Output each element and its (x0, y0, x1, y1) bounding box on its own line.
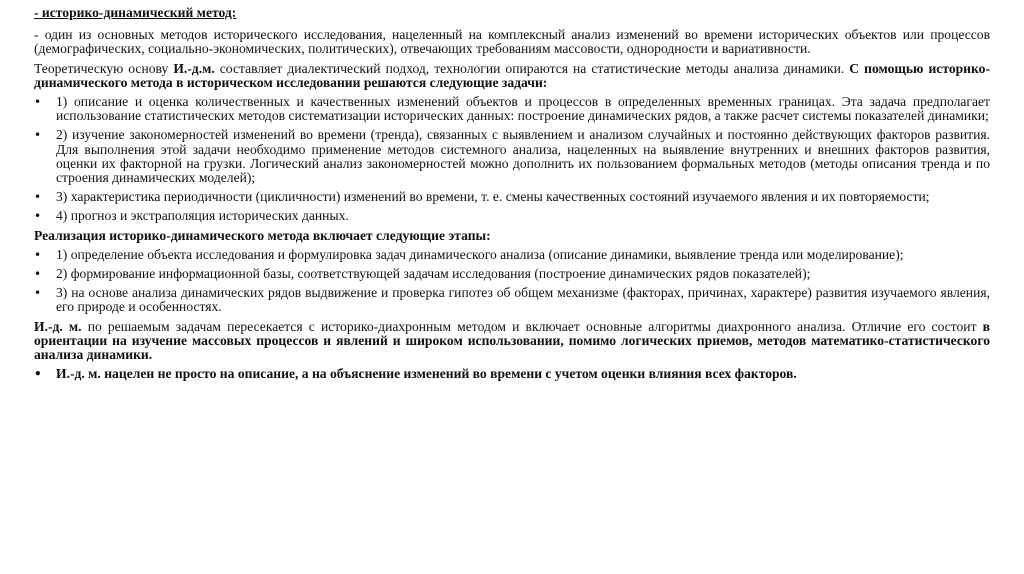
list-item (34, 95, 990, 123)
stage-text: 3) на основе анализа динамических рядов выдвижение и проверка гипотез об общем механизме (факторах, причинах, характере) развития изучаемого явления, его природе и особенностях. (56, 285, 990, 315)
bullet-icon: • (34, 247, 42, 262)
summary-paragraph (34, 320, 990, 363)
stage-text: 2) формирование информационной базы, соответствующей задачам исследования (построение динамических рядов показателей); (56, 266, 811, 282)
bullet-icon: • (34, 209, 42, 224)
list-item (34, 367, 990, 381)
theory-abbr: И.-д.м. (173, 60, 215, 76)
stages-heading: Реализация историко-динамического метода включает следующие этапы: (34, 227, 491, 243)
bullet-icon: • (34, 190, 42, 205)
intro-paragraph: - один из основных методов исторического исследования, нацеленный на комплексный анализ изменений во времени исторических объектов или процессов (демографических, социально-экономических, политических), отвечающих требованиям массовости, однородности и вариативности. (34, 27, 990, 57)
final-statement: И.-д. м. нацелен не просто на описание, а на объяснение изменений во времени с учетом оценки влияния всех факторов. (56, 366, 797, 382)
slide-content (34, 6, 990, 386)
stages-list (34, 248, 990, 315)
bullet-icon: • (34, 267, 42, 282)
task-text: 2) изучение закономерностей изменений во времени (тренда), связанных с выявлением и анализом случайных и постоянно действующих факторов развития. Для выполнения этой задачи необходимо применение методов системного анализа, нацеленных на выявление внутренних и внешних факторов развития, оценки их факторной на грузки. Логический анализ закономерностей можно дополнить их пользованием формальных методов (методы описания тренда и по строения динамических моделей); (56, 127, 990, 186)
page-title: - историко-динамический метод: (34, 5, 237, 20)
bullet-icon: • (34, 286, 42, 301)
task-text: 3) характеристика периодичности (цикличности) изменений во времени, т. е. смены качественных состояний изучаемого явления и их повторяемости; (56, 189, 930, 205)
list-item (34, 190, 990, 204)
summary-text: по решаемым задачам пересекается с историко-диахронным методом и включает основные алгоритмы диахронного анализа. Отличие его состоит (81, 318, 983, 334)
task-text: 4) прогноз и экстраполяция исторических данных. (56, 208, 349, 224)
list-item (34, 248, 990, 262)
bullet-icon: • (34, 367, 42, 382)
tasks-list (34, 95, 990, 224)
theory-text-2: составляет диалектический подход, технологии опираются на статистические методы анализа динамики. (214, 60, 850, 76)
final-list (34, 367, 990, 381)
stage-text: 1) определение объекта исследования и формулировка задач динамического анализа (описание динамики, выявление тренда или моделирование); (56, 246, 904, 262)
theory-paragraph (34, 62, 990, 90)
bullet-icon: • (34, 95, 42, 110)
theory-tasks-intro: С помощью историко-динамического метода в историческом исследовании решаются следующие задачи: (34, 60, 990, 90)
list-item (34, 209, 990, 223)
list-item (34, 286, 990, 314)
list-item (34, 128, 990, 185)
summary-abbr: И.-д. м. (34, 318, 82, 334)
list-item (34, 267, 990, 281)
task-text: 1) описание и оценка количественных и качественных изменений объектов и процессов в определенных временных границах. Эта задача предполагает использование статистических методов систематизации исторических данных: построение динамических рядов, а также расчет системы показателей динамики; (56, 94, 990, 124)
bullet-icon: • (34, 128, 42, 143)
theory-text-1: Теоретическую основу (34, 60, 174, 76)
summary-emphasis: в ориентации на изучение массовых процессов и явлений и широком использовании, помимо логических приемов, методов математико-статистического анализа динамики. (34, 318, 990, 363)
